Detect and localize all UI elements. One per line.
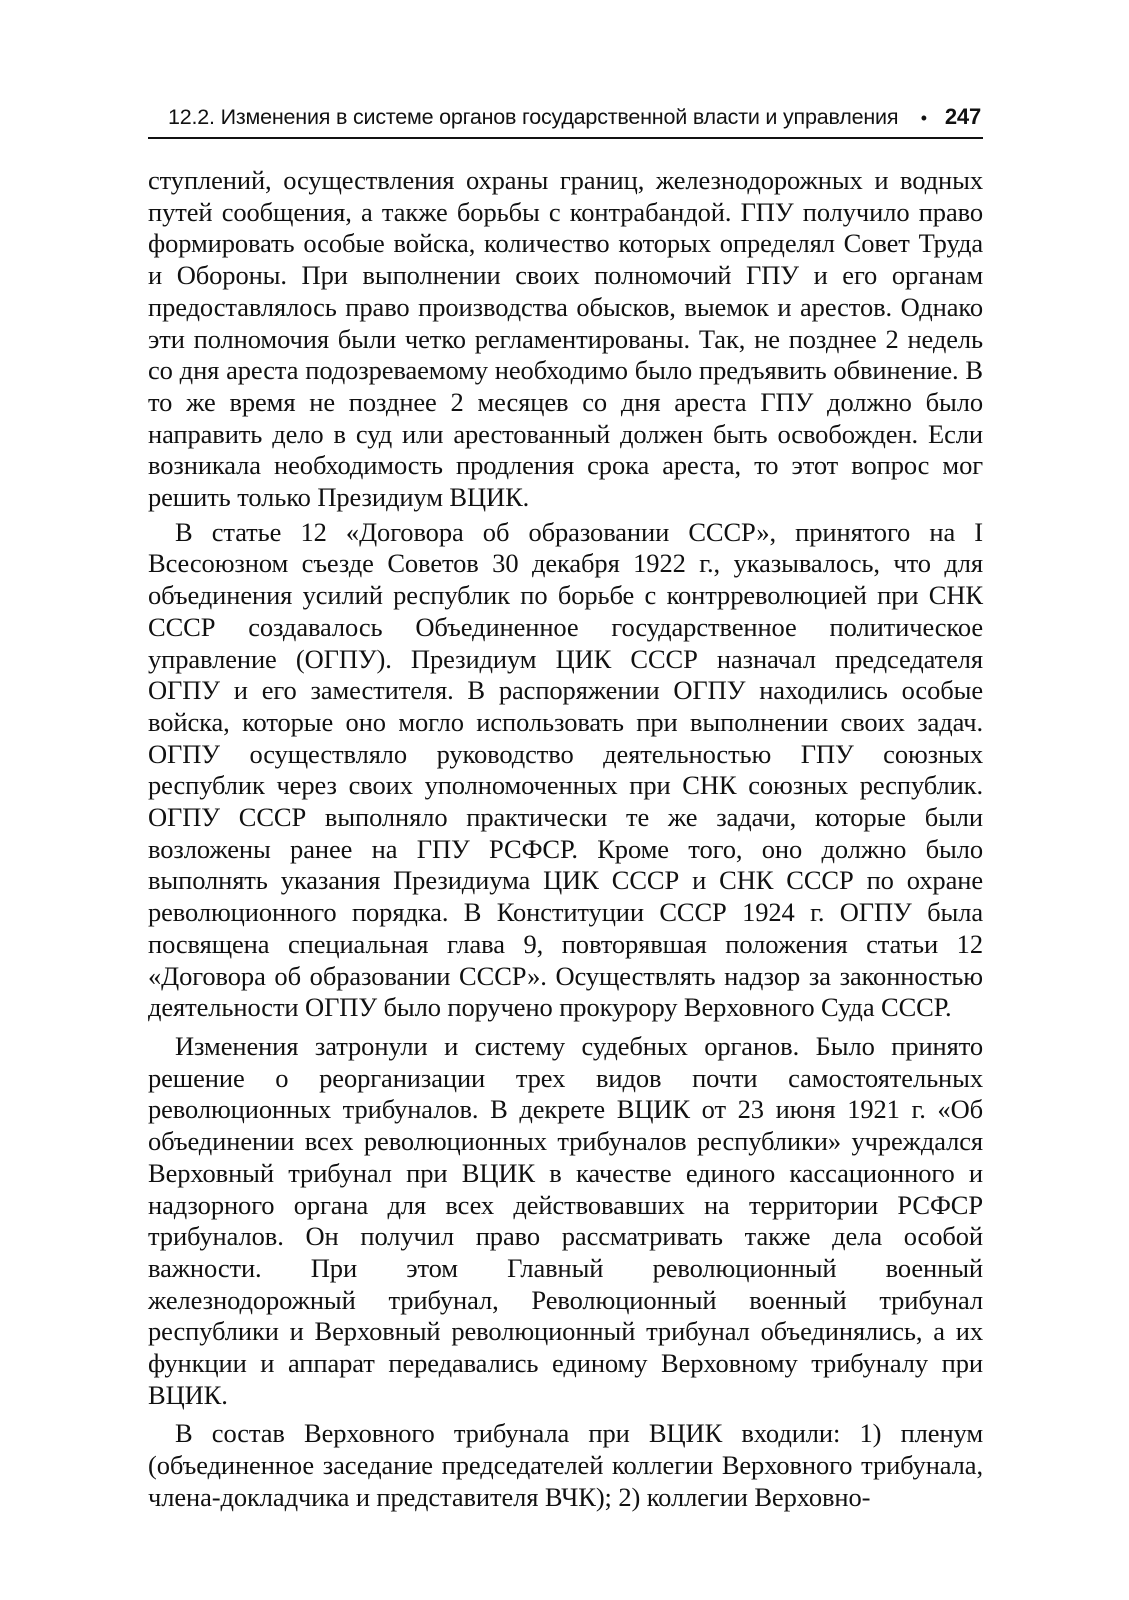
section-title: 12.2. Изменения в системе органов государственной власти и управления [168,105,899,129]
book-page [148,102,983,1514]
paragraph-1: ступлений, осуществления охраны границ, железнодорожных и водных путей сообщения, а также борьбы с контрабандой. ГПУ получило право формировать особые войска, количество которых определял Совет Труда и Обороны. При выполнении своих полномочий ГПУ и его органам предоставлялось право производства обысков, выемок и арестов. Однако эти полномочия были четко регламентированы. Так, не позднее 2 недель со дня ареста подозреваемому необходимо было предъявить обвинение. В то же время не позднее 2 месяцев со дня ареста ГПУ должно было направить дело в суд или арестованный должен быть освобожден. Если возникала необходимость продления срока ареста, то этот вопрос мог решить только Президиум ВЦИК. [148,165,983,513]
paragraph-4: В состав Верховного трибунала при ВЦИК входили: 1) пленум (объединенное заседание председателей коллегии Верховного трибунала, члена-докладчика и представителя ВЧК); 2) коллегии Верховно- [148,1418,983,1512]
running-header [148,102,983,139]
paragraph-3: Изменения затронули и систему судебных органов. Было принято решение о реорганизации трех видов почти самостоятельных революционных трибуналов. В декрете ВЦИК от 23 июня 1921 г. «Об объединении всех революционных трибуналов республики» учреждался Верховный трибунал при ВЦИК в качестве единого кассационного и надзорного органа для всех действовавших на территории РСФСР трибуналов. Он получил право рассматривать также дела особой важности. При этом Главный революционный военный железнодорожный трибунал, Революционный военный трибунал республики и Верховный революционный трибунал объединялись, а их функции и аппарат передавались единому Верховному трибуналу при ВЦИК. [148,1030,983,1410]
body-text [148,165,983,1514]
header-right [921,102,981,133]
paragraph-2: В статье 12 «Договора об образовании СССР», принятого на I Всесоюзном съезде Советов 30 декабря 1922 г., указывалось, что для объединения усилий республик по борьбе с контрреволюцией при СНК СССР создавалось Объединенное государственное политическое управление (ОГПУ). Президиум ЦИК СССР назначал председателя ОГПУ и его заместителя. В распоряжении ОГПУ находились особые войска, которые оно могло использовать при выполнении своих задач. ОГПУ осуществляло руководство деятельностью ГПУ союзных республик через своих уполномоченных при СНК союзных республик. ОГПУ СССР выполняло практически те же задачи, которые были возложены ранее на ГПУ РСФСР. Кроме того, оно должно было выполнять указания Президиума ЦИК СССР и СНК СССР по охране революционного порядка. В Конституции СССР 1924 г. ОГПУ была посвящена специальная глава 9, повторявшая положения статьи 12 «Договора об образовании СССР». Осуществлять надзор за законностью деятельности ОГПУ было поручено прокурору Верховного Суда СССР. [148,516,983,1023]
header-bullet: • [920,108,927,128]
page-number: 247 [944,104,981,129]
